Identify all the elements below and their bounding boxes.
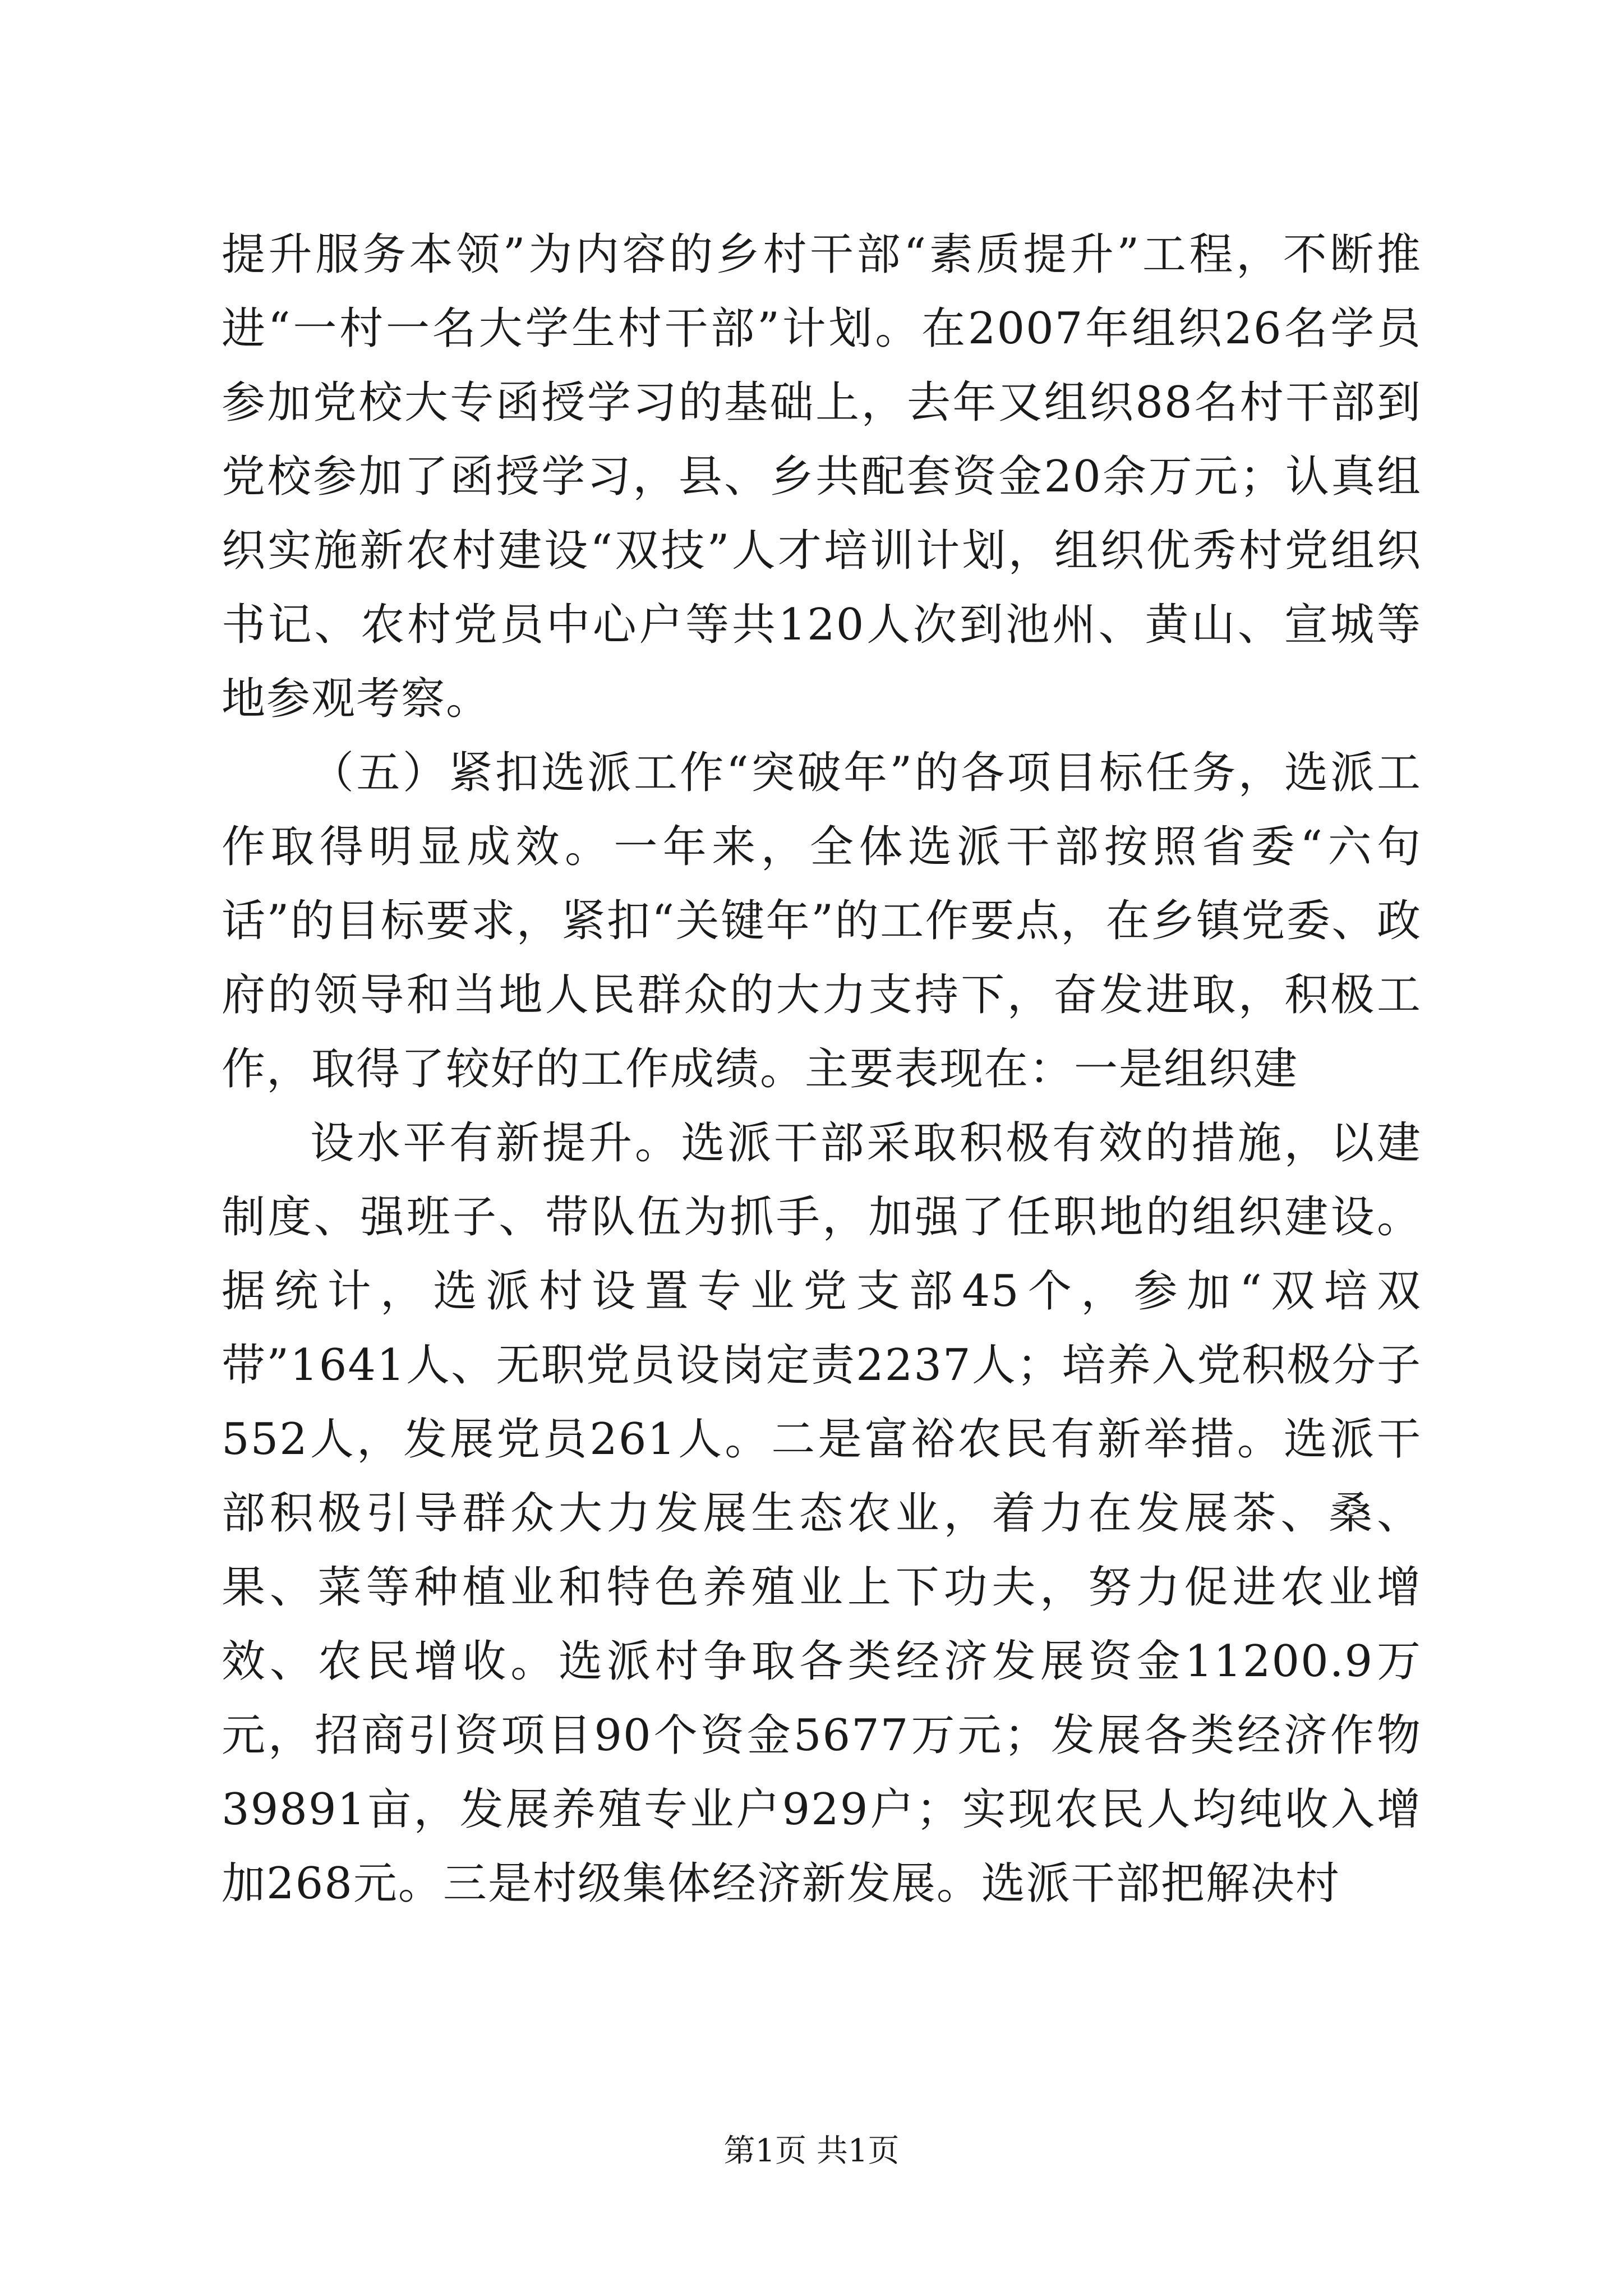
paragraph-1: 提升服务本领”为内容的乡村干部“素质提升”工程，不断推进“一村一名大学生村干部”计划。在2007年组织26名学员参加党校大专函授学习的基础上，去年又组织88名村干部到党校参加了函授学习，县、乡共配套资金20余万元；认真组织实施新农村建设“双技”人才培训计划，组织优秀村党组织书记、农村党员中心户等共120人次到池州、黄山、宣城等地参观考察。 [222,229,1422,724]
paragraph-3: 设水平有新提升。选派干部采取积极有效的措施，以建制度、强班子、带队伍为抓手，加强了任职地的组织建设。据统计，选派村设置专业党支部45个，参加“双培双带”1641人、无职党员设岗定责2237人；培养入党积极分子552人，发展党员261人。二是富裕农民有新举措。选派干部积极引导群众大力发展生态农业，着力在发展茶、桑、果、菜等种植业和特色养殖业上下功夫，努力促进农业增效、农民增收。选派村争取各类经济发展资金11200.9万元，招商引资项目90个资金5677万元；发展各类经济作物39891亩，发展养殖专业户929户；实现农民人均纯收入增加268元。三是村级集体经济新发展。选派干部把解决村 [222,1118,1422,1909]
paragraph-2: （五）紧扣选派工作“突破年”的各项目标任务，选派工作取得明显成效。一年来，全体选派干部按照省委“六句话”的目标要求，紧扣“关键年”的工作要点，在乡镇党委、政府的领导和当地人民群众的大力支持下，奋发进取，积极工作，取得了较好的工作成绩。主要表现在：一是组织建 [222,748,1422,1094]
page-footer: 第1页 共1页 [723,2133,900,2169]
document-body [222,218,1422,1921]
